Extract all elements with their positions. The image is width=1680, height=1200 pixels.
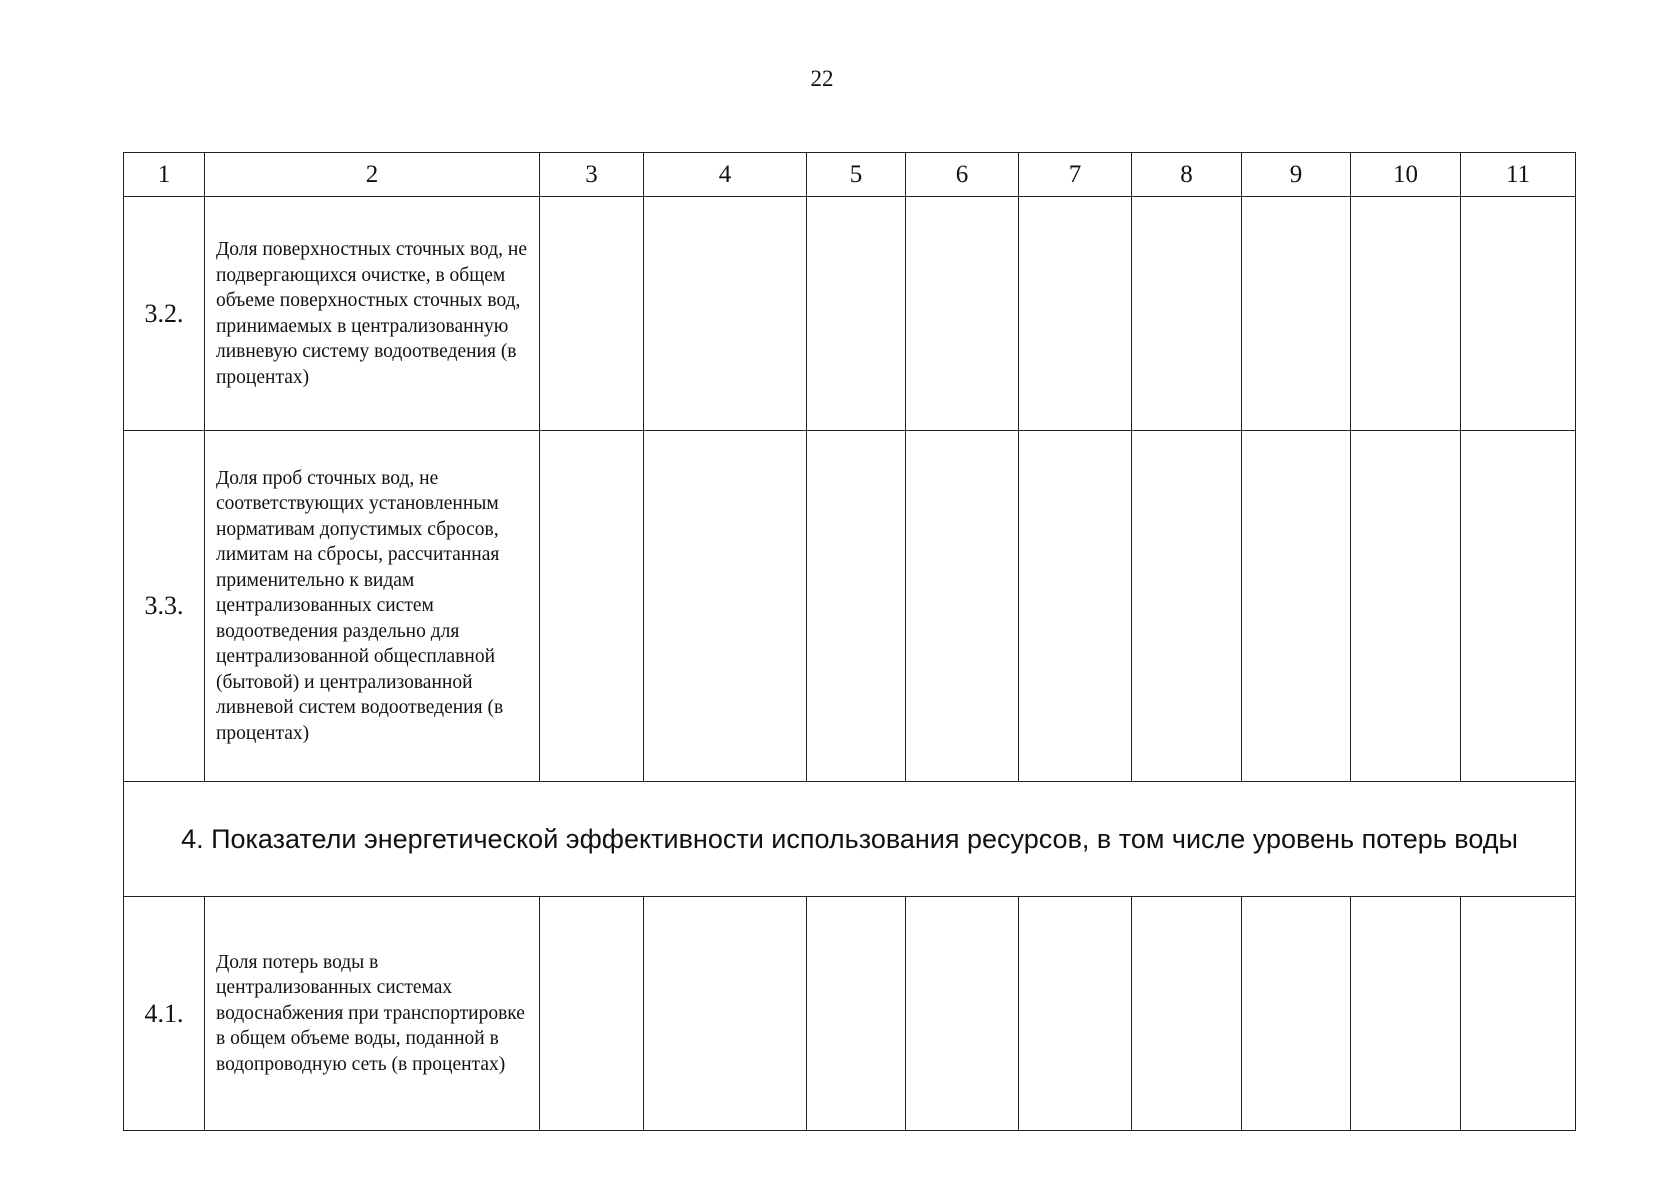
value-cell [1242, 197, 1351, 431]
column-header: 3 [540, 153, 644, 197]
table-header-row [124, 153, 1576, 197]
value-cell [1461, 897, 1576, 1131]
indicator-description: Доля поверхностных сточных вод, не подвергающихся очистке, в общем объеме поверхностных сточных вод, принимаемых в централизованную ливневую систему водоотведения (в процентах) [205, 197, 540, 431]
value-cell [540, 197, 644, 431]
column-header: 11 [1461, 153, 1576, 197]
table-row [124, 431, 1576, 782]
value-cell [1351, 431, 1461, 782]
value-cell [1132, 197, 1242, 431]
value-cell [807, 897, 906, 1131]
column-header: 9 [1242, 153, 1351, 197]
indicator-description: Доля потерь воды в централизованных системах водоснабжения при транспортировке в общем объеме воды, поданной в водопроводную сеть (в процентах) [205, 897, 540, 1131]
column-header: 6 [906, 153, 1019, 197]
column-header: 7 [1019, 153, 1132, 197]
value-cell [906, 431, 1019, 782]
column-header: 8 [1132, 153, 1242, 197]
table-row [124, 897, 1576, 1131]
value-cell [1242, 897, 1351, 1131]
value-cell [1132, 897, 1242, 1131]
value-cell [540, 431, 644, 782]
indicators-table [123, 152, 1576, 1131]
value-cell [1019, 197, 1132, 431]
value-cell [1019, 431, 1132, 782]
value-cell [1351, 897, 1461, 1131]
section-heading-row [124, 782, 1576, 897]
value-cell [644, 197, 807, 431]
column-header: 5 [807, 153, 906, 197]
value-cell [644, 897, 807, 1131]
value-cell [807, 197, 906, 431]
value-cell [1242, 431, 1351, 782]
value-cell [1461, 431, 1576, 782]
value-cell [1461, 197, 1576, 431]
value-cell [906, 197, 1019, 431]
column-header: 2 [205, 153, 540, 197]
value-cell [1132, 431, 1242, 782]
column-header: 10 [1351, 153, 1461, 197]
value-cell [1351, 197, 1461, 431]
row-number: 3.3. [124, 431, 205, 782]
column-header: 1 [124, 153, 205, 197]
row-number: 3.2. [124, 197, 205, 431]
row-number: 4.1. [124, 897, 205, 1131]
section-heading: 4. Показатели энергетической эффективности использования ресурсов, в том числе уровень потерь воды [124, 782, 1576, 897]
table-row [124, 197, 1576, 431]
column-header: 4 [644, 153, 807, 197]
indicator-description: Доля проб сточных вод, не соответствующих установленным нормативам допустимых сбросов, лимитам на сбросы, рассчитанная применительно к видам централизованных систем водоотведения раздельно для централизованной общесплавной (бытовой) и централизованной ливневой систем водоотведения (в процентах) [205, 431, 540, 782]
value-cell [540, 897, 644, 1131]
value-cell [644, 431, 807, 782]
value-cell [1019, 897, 1132, 1131]
value-cell [906, 897, 1019, 1131]
page-number: 22 [810, 66, 834, 91]
value-cell [807, 431, 906, 782]
